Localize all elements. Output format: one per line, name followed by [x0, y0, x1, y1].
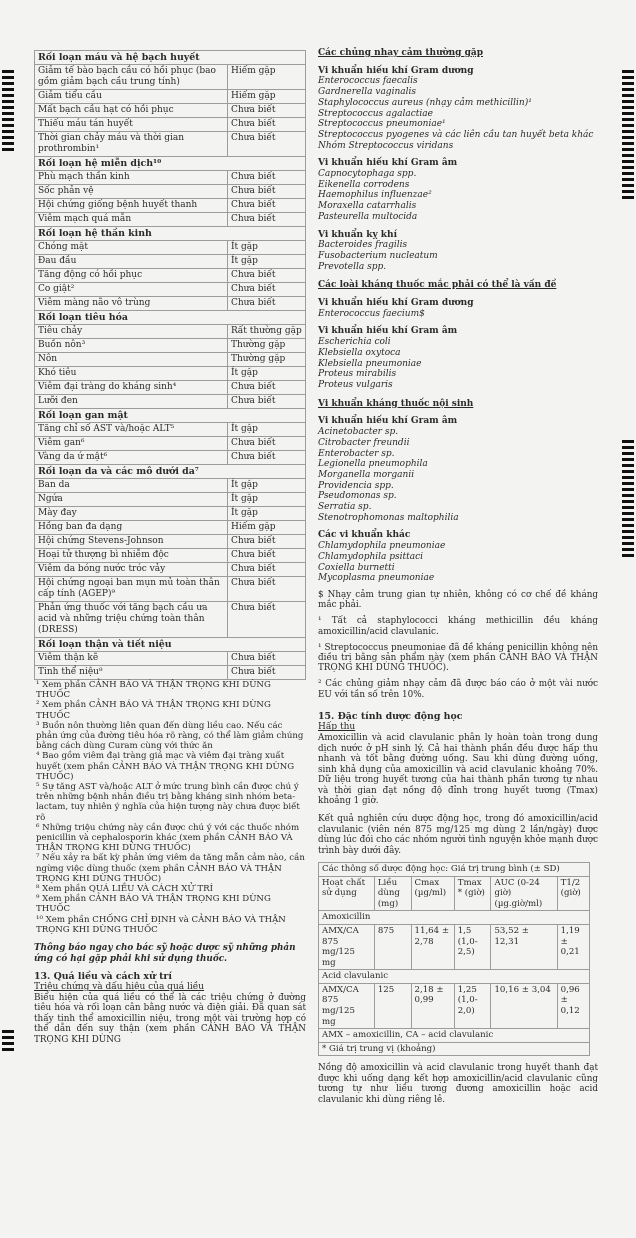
side-effects-row [35, 652, 306, 666]
pk-cell: 11,64 ± 2,78 [411, 924, 454, 969]
side-effect-frequency: Chưa biết [228, 132, 306, 157]
side-effect-name: Viêm gan⁶ [35, 437, 228, 451]
side-effect-name: Hội chứng ngoại ban mụn mủ toàn thân cấp tính (AGEP)⁹ [35, 577, 228, 602]
pk-cell: Amoxicillin [319, 911, 590, 925]
organism-item: Proteus vulgaris [318, 379, 393, 390]
footnote: ² Xem phần CẢNH BÁO VÀ THẬN TRỌNG KHI DÙNG THUỐC [36, 700, 271, 721]
common-susceptible-heading: Các chủng nhạy cảm thường gặp [318, 48, 484, 58]
organism-item: Eikenella corrodens [318, 179, 410, 190]
side-effect-name: Tiêu chảy [35, 325, 228, 339]
pk-cell: Acid clavulanic [319, 970, 590, 984]
organism-group-title: Vi khuẩn hiếu khí Gram dương [318, 65, 474, 76]
side-effect-name: Hội chứng Stevens-Johnson [35, 535, 228, 549]
side-effects-row [35, 65, 306, 90]
side-effect-frequency: Chưa biết [228, 104, 306, 118]
side-effect-frequency: Chưa biết [228, 395, 306, 409]
side-effect-frequency: Ít gặp [228, 255, 306, 269]
pk-paragraph-1: Amoxicillin và acid clavulanic phân ly hoàn toàn trong dung dịch nước ở pH sinh lý. Cả hai thành phần đều được hấp thu nhanh và tốt bằng đường uống. Sau khi dùng đường uống, sinh khả dụng của amoxicillin và acid clavulanic khoảng 70%. Dữ liệu trong huyết tương của hai thành phần tương tự nhau và thời gian đạt nồng độ đỉnh trong huyết tương (Tmax) khoảng 1 giờ. [318, 733, 598, 806]
registration-marks-right [622, 70, 634, 202]
side-effects-row [35, 549, 306, 563]
side-effect-name: Ngứa [35, 493, 228, 507]
susceptibility-note: ¹ Tất cả staphylococci kháng methicillin đều kháng amoxicillin/acid clavulanic. [318, 616, 598, 637]
pk-cell: AMX/CA 875 mg/125 mg [319, 924, 375, 969]
pk-caption-row [319, 862, 590, 876]
side-effect-frequency: Chưa biết [228, 535, 306, 549]
side-effect-frequency: Chưa biết [228, 437, 306, 451]
side-effects-row [35, 353, 306, 367]
footnote: ¹⁰ Xem phần CHỐNG CHỈ ĐỊNH và CẢNH BÁO VÀ THẬN TRỌNG KHI DÙNG THUỐC [36, 914, 286, 935]
overdose-heading: 13. Quá liều và cách xử trí [34, 971, 172, 983]
organism-item: Gardnerella vaginalis [318, 87, 416, 98]
side-effect-name: Tinh thể niệu⁸ [35, 666, 228, 680]
organism-item: Streptococcus pyogenes và các liên cầu tan huyết beta khác [318, 129, 594, 140]
side-effect-frequency: Chưa biết [228, 577, 306, 602]
side-effect-frequency: Thường gặp [228, 353, 306, 367]
overdose-subheading: Triệu chứng và dấu hiệu của quá liều [34, 982, 205, 993]
organism-item: Mycoplasma pneumoniae [318, 573, 435, 584]
organism-item: Proteus mirabilis [318, 369, 397, 380]
pk-cell: AUC (0-24 giờ) (µg.giờ/ml) [491, 876, 557, 911]
footnote: ³ Buồn nôn thường liên quan đến dùng liều cao. Nếu các phản ứng của đường tiêu hóa rõ ràng, có thể làm giảm chúng bằng cách dùng Curam cùng với thức ăn [36, 720, 304, 752]
side-effect-frequency: Ít gặp [228, 367, 306, 381]
organism-item: Enterobacter sp. [318, 448, 395, 459]
side-effect-name: Hội chứng giống bệnh huyết thanh [35, 199, 228, 213]
organism-group-title: Vi khuẩn kỵ khí [318, 229, 398, 240]
pk-table [318, 862, 590, 1057]
right-column [318, 48, 598, 1105]
pk-cell: 0,96 ± 0,12 [557, 983, 589, 1028]
organism-item: Serratia sp. [318, 502, 372, 513]
side-effects-row [35, 213, 306, 227]
side-effect-frequency: Rất thường gặp [228, 325, 306, 339]
side-effects-row [35, 132, 306, 157]
pk-section-row [319, 970, 590, 984]
side-effect-frequency: Hiếm gặp [228, 65, 306, 90]
side-effect-frequency: Hiếm gặp [228, 90, 306, 104]
side-effect-name: Hồng ban đa dạng [35, 521, 228, 535]
side-effect-name: Nôn [35, 353, 228, 367]
common-susceptible-groups [318, 66, 598, 273]
section-label: Rối loạn gan mật [35, 409, 306, 423]
pk-cell: 1,19 ± 0,21 [557, 924, 589, 969]
side-effect-frequency: Ít gặp [228, 493, 306, 507]
pk-data-row [319, 983, 590, 1028]
footnote: ¹ Xem phần CẢNH BÁO VÀ THẬN TRỌNG KHI DÙNG THUỐC [36, 680, 271, 701]
pk-cell: AMX – amoxicillin, CA – acid clavulanic [319, 1029, 590, 1043]
side-effect-frequency: Ít gặp [228, 241, 306, 255]
pk-cell: 125 [374, 983, 411, 1028]
side-effects-row [35, 325, 306, 339]
pk-legend-row [319, 1029, 590, 1043]
side-effect-frequency: Chưa biết [228, 602, 306, 638]
side-effect-frequency: Chưa biết [228, 451, 306, 465]
acquired-resistance-heading: Các loài kháng thuốc mắc phải có thể là vấn đề [318, 280, 557, 291]
side-effects-row [35, 666, 306, 680]
side-effect-frequency: Chưa biết [228, 269, 306, 283]
left-column [34, 50, 306, 1045]
inherent-resistance-groups [318, 416, 598, 584]
side-effect-name: Phản ứng thuốc với tăng bạch cầu ưa acid và những triệu chứng toàn thân (DRESS) [35, 602, 228, 638]
pk-paragraph-2: Kết quả nghiên cứu dược động học, trong đó amoxicillin/acid clavulanic (viên nén 875 mg/125 mg dùng 2 lần/ngày) được dùng lúc đói cho các nhóm người tình nguyện khỏe mạnh được trình bày dưới đây. [318, 814, 598, 856]
side-effects-row [35, 507, 306, 521]
side-effect-frequency: Chưa biết [228, 118, 306, 132]
side-effects-row [35, 493, 306, 507]
side-effect-name: Viêm màng não vô trùng [35, 297, 228, 311]
organism-item: Capnocytophaga spp. [318, 169, 417, 180]
pk-cell: 10,16 ± 3,04 [491, 983, 557, 1028]
pk-cell: AMX/CA 875 mg/125 mg [319, 983, 375, 1028]
side-effects-section-row [35, 227, 306, 241]
pk-cell: Các thông số dược động học: Giá trị trung bình (± SD) [319, 862, 590, 876]
footnote: ⁹ Xem phần CẢNH BÁO VÀ THẬN TRỌNG KHI DÙNG THUỐC [36, 894, 271, 915]
side-effects-section-row [35, 157, 306, 171]
organism-item: Staphylococcus aureus (nhạy cảm methicillin)¹ [318, 97, 532, 108]
side-effect-name: Sốc phản vệ [35, 185, 228, 199]
side-effects-row [35, 423, 306, 437]
side-effect-name: Viêm thận kẽ [35, 652, 228, 666]
organism-item: Acinetobacter sp. [318, 427, 399, 438]
side-effects-row [35, 104, 306, 118]
side-effects-row [35, 171, 306, 185]
side-effect-name: Tăng động có hồi phục [35, 269, 228, 283]
side-effect-name: Tăng chỉ số AST và/hoặc ALT⁵ [35, 423, 228, 437]
pk-cell: Cmax (µg/ml) [411, 876, 454, 911]
organism-group-title: Vi khuẩn hiếu khí Gram dương [318, 298, 474, 309]
organism-item: Providencia spp. [318, 480, 394, 491]
side-effects-row [35, 269, 306, 283]
side-effects-table [34, 50, 306, 680]
pk-data-row [319, 924, 590, 969]
side-effects-section-row [35, 311, 306, 325]
section-label: Rối loạn thận và tiết niệu [35, 638, 306, 652]
organism-item: Klebsiella pneumoniae [318, 358, 422, 369]
section-label: Rối loạn hệ thần kinh [35, 227, 306, 241]
side-effects-section-row [35, 409, 306, 423]
section-label: Rối loạn hệ miễn dịch¹⁰ [35, 157, 306, 171]
side-effect-name: Giảm tế bào bạch cầu có hồi phục (bao gồm giảm bạch cầu trung tính) [35, 65, 228, 90]
side-effect-name: Thiếu máu tán huyết [35, 118, 228, 132]
side-effect-frequency: Thường gặp [228, 339, 306, 353]
organism-item: Nhóm Streptococcus viridans [318, 140, 454, 151]
pk-paragraph-3: Nồng độ amoxicillin và acid clavulanic trong huyết thanh đạt được khi uống dạng kết hợp amoxicillin/acid clavulanic cũng tương tự như liều tương đương amoxicillin hoặc acid clavulanic khi dùng riêng lẻ. [318, 1063, 598, 1105]
organism-item: Enterococcus faecium$ [318, 308, 425, 319]
organism-item: Pseudomonas sp. [318, 491, 397, 502]
pk-cell: * Giá trị trung vị (khoảng) [319, 1042, 590, 1056]
organism-item: Enterococcus faecalis [318, 76, 418, 87]
organism-group-title: Vi khuẩn hiếu khí Gram âm [318, 416, 458, 427]
side-effect-frequency: Chưa biết [228, 652, 306, 666]
side-effect-frequency: Ít gặp [228, 507, 306, 521]
organism-item: Bacteroides fragilis [318, 240, 408, 251]
side-effect-name: Thời gian chảy máu và thời gian prothrombin¹ [35, 132, 228, 157]
side-effects-row [35, 283, 306, 297]
side-effects-row [35, 255, 306, 269]
adverse-reaction-warning: Thông báo ngay cho bác sỹ hoặc dược sỹ những phản ứng có hại gặp phải khi sử dụng thuốc. [34, 943, 296, 965]
side-effect-name: Giảm tiểu cầu [35, 90, 228, 104]
side-effect-frequency: Chưa biết [228, 563, 306, 577]
pk-cell: Liều dùng (mg) [374, 876, 411, 911]
side-effect-frequency: Ít gặp [228, 479, 306, 493]
footnote: ⁵ Sự tăng AST và/hoặc ALT ở mức trung bình cần được chú ý trên những bệnh nhân điều trị bằng kháng sinh nhóm beta-lactam, tuy nhiên ý nghĩa của hiện tượng này chưa được biết rõ [36, 782, 300, 823]
side-effect-frequency: Chưa biết [228, 185, 306, 199]
side-effects-row [35, 90, 306, 104]
side-effects-row [35, 577, 306, 602]
side-effects-row [35, 339, 306, 353]
organism-item: Pasteurella multocida [318, 211, 418, 222]
side-effects-row [35, 395, 306, 409]
side-effects-row [35, 381, 306, 395]
side-effects-row [35, 185, 306, 199]
organism-item: Prevotella spp. [318, 261, 387, 272]
side-effect-name: Co giật² [35, 283, 228, 297]
pk-cell: 1,25 (1,0-2,0) [454, 983, 491, 1028]
side-effect-name: Phù mạch thần kinh [35, 171, 228, 185]
side-effects-row [35, 199, 306, 213]
organism-group-title: Vi khuẩn hiếu khí Gram âm [318, 158, 458, 169]
side-effects-section-row [35, 638, 306, 652]
side-effects-row [35, 241, 306, 255]
organism-item: Fusobacterium nucleatum [318, 250, 438, 261]
pk-legend-row-2 [319, 1042, 590, 1056]
side-effects-row [35, 118, 306, 132]
side-effect-name: Viêm đại tràng do kháng sinh⁴ [35, 381, 228, 395]
pk-cell: 53,52 ± 12,31 [491, 924, 557, 969]
side-effect-name: Đau đầu [35, 255, 228, 269]
side-effect-name: Vàng da ứ mật⁶ [35, 451, 228, 465]
acquired-resistance-groups [318, 298, 598, 391]
pk-cell: Hoạt chất sử dụng [319, 876, 375, 911]
side-effects-row [35, 367, 306, 381]
pk-cell: 2,18 ± 0,99 [411, 983, 454, 1028]
side-effects-row [35, 602, 306, 638]
side-effect-frequency: Chưa biết [228, 381, 306, 395]
organism-item: Streptococcus pneumoniae¹ [318, 119, 446, 130]
side-effect-frequency: Hiếm gặp [228, 521, 306, 535]
susceptibility-notes [318, 590, 598, 700]
side-effects-row [35, 521, 306, 535]
side-effect-frequency: Chưa biết [228, 297, 306, 311]
side-effect-name: Viêm mạch quá mẫn [35, 213, 228, 227]
footnote: ⁴ Bao gồm viêm đại tràng giả mạc và viêm đại tràng xuất huyết (xem phần CẢNH BÁO VÀ THẬN TRỌNG KHI DÙNG THUỐC) [36, 751, 295, 782]
organism-item: Legionella pneumophila [318, 459, 428, 470]
side-effects-row [35, 479, 306, 493]
susceptibility-note: ¹ Streptococcus pneumoniae đã đề kháng penicillin không nên điều trị bằng sản phẩm này (xem phần CẢNH BÁO VÀ THẬN TRỌNG KHI DÙNG THUỐC). [318, 642, 598, 674]
side-effects-footnotes [34, 680, 306, 935]
side-effect-frequency: Chưa biết [228, 283, 306, 297]
side-effect-name: Mất bạch cầu hạt có hồi phục [35, 104, 228, 118]
side-effect-name: Hoại tử thượng bì nhiễm độc [35, 549, 228, 563]
pk-heading: 15. Đặc tính dược động học [318, 710, 463, 722]
organism-item: Escherichia coli [318, 337, 391, 348]
footnote: ⁷ Nếu xảy ra bất kỳ phản ứng viêm da tăng mẫn cảm nào, cần ngừng việc dùng thuốc (xem phần CẢNH BÁO VÀ THẬN TRỌNG KHI DÙNG THUỐC) [36, 853, 305, 884]
pk-subheading: Hấp thu [318, 722, 356, 733]
section-label: Rối loạn máu và hệ bạch huyết [35, 51, 306, 65]
side-effects-section-row [35, 465, 306, 479]
registration-marks-bottom-left [2, 1030, 14, 1054]
organism-group-title: Vi khuẩn hiếu khí Gram âm [318, 326, 458, 337]
organism-group-title: Các vi khuẩn khác [318, 530, 411, 541]
organism-item: Citrobacter freundii [318, 437, 410, 448]
side-effect-frequency: Ít gặp [228, 423, 306, 437]
registration-marks-left [2, 70, 14, 154]
organism-item: Morganella morganii [318, 469, 415, 480]
footnote: ⁸ Xem phần QUÁ LIỀU VÀ CÁCH XỬ TRÍ [36, 884, 213, 895]
footnote: ⁶ Những triệu chứng này cần được chú ý với các thuốc nhóm penicillin và cephalosporin khác (xem phần CẢNH BÁO VÀ THẬN TRỌNG KHI DÙNG THUỐC) [36, 822, 300, 854]
side-effects-section-row [35, 51, 306, 65]
pk-cell: Tmax * (giờ) [454, 876, 491, 911]
side-effect-name: Khó tiêu [35, 367, 228, 381]
side-effect-name: Chóng mặt [35, 241, 228, 255]
side-effects-row [35, 437, 306, 451]
registration-marks-mid-right [622, 440, 634, 560]
organism-item: Moraxella catarrhalis [318, 201, 417, 212]
overdose-text: Biểu hiện của quá liều có thể là các triệu chứng ở đường tiêu hóa và rối loạn cân bằng nước và điện giải. Đã quan sát thấy tinh thể amoxicillin niệu, trong một vài trường hợp có thể dẫn đến suy thận (xem phần CẢNH BÁO VÀ THẬN TRỌNG KHI DÙNG [34, 993, 306, 1045]
side-effect-name: Buồn nôn³ [35, 339, 228, 353]
side-effect-frequency: Chưa biết [228, 199, 306, 213]
side-effect-frequency: Chưa biết [228, 213, 306, 227]
section-label: Rối loạn da và các mô dưới da⁷ [35, 465, 306, 479]
side-effect-frequency: Chưa biết [228, 171, 306, 185]
organism-item: Coxiella burnetti [318, 562, 395, 573]
susceptibility-note: $ Nhạy cảm trung gian tự nhiên, không có cơ chế đề kháng mắc phải. [318, 589, 598, 611]
side-effects-row [35, 297, 306, 311]
pk-header-row [319, 876, 590, 911]
organism-item: Stenotrophomonas maltophilia [318, 512, 459, 523]
organism-item: Klebsiella oxytoca [318, 347, 401, 358]
organism-item: Streptococcus agalactiae [318, 108, 433, 119]
organism-item: Chlamydophila pneumoniae [318, 541, 446, 552]
side-effects-row [35, 451, 306, 465]
pk-cell: 1,5 (1,0-2,5) [454, 924, 491, 969]
side-effect-name: Mày đay [35, 507, 228, 521]
inherent-resistance-heading: Vi khuẩn kháng thuốc nội sinh [318, 398, 474, 409]
pk-cell: 875 [374, 924, 411, 969]
side-effect-frequency: Chưa biết [228, 549, 306, 563]
side-effect-frequency: Chưa biết [228, 666, 306, 680]
pk-cell: T1/2 (giờ) [557, 876, 589, 911]
side-effects-row [35, 535, 306, 549]
organism-item: Chlamydophila psittaci [318, 551, 424, 562]
susceptibility-note: ² Các chủng giảm nhạy cảm đã được báo cáo ở một vài nước EU với tần số trên 10%. [318, 679, 598, 700]
pk-section-row [319, 911, 590, 925]
side-effect-name: Ban da [35, 479, 228, 493]
side-effect-name: Viêm da bóng nước tróc vảy [35, 563, 228, 577]
organism-item: Haemophilus influenzae² [318, 190, 432, 201]
side-effects-row [35, 563, 306, 577]
side-effect-name: Lưỡi đen [35, 395, 228, 409]
section-label: Rối loạn tiêu hóa [35, 311, 306, 325]
